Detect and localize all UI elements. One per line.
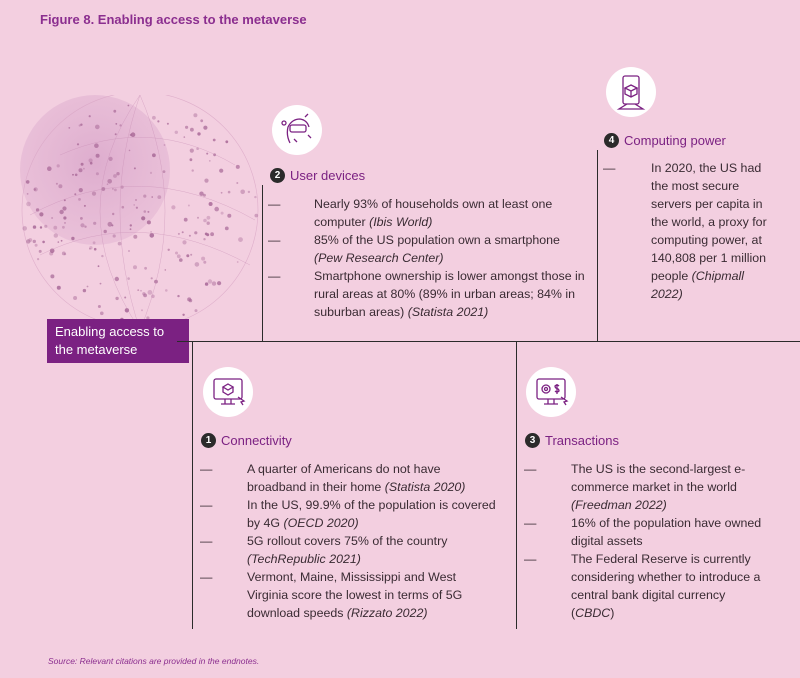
- section-number-badge: 4: [604, 133, 619, 148]
- globe-dot: [152, 153, 156, 157]
- globe-dot: [248, 191, 250, 193]
- globe-dot: [209, 160, 211, 162]
- globe-dot: [116, 172, 119, 175]
- item-text: Nearly 93% of households own at least one computer (Ibis World): [314, 197, 553, 229]
- globe-dot: [79, 168, 83, 172]
- item-text: 5G rollout covers 75% of the country (TechRepublic 2021): [247, 534, 448, 566]
- globe-dot: [203, 126, 207, 130]
- section-title: Transactions: [545, 433, 619, 448]
- bullet-dash: —: [268, 233, 281, 247]
- globe-dot: [107, 179, 112, 184]
- globe-dot: [205, 282, 208, 285]
- globe-dot: [96, 154, 100, 158]
- globe-dot: [199, 192, 203, 196]
- globe-dot: [54, 233, 58, 237]
- globe-dot: [58, 241, 60, 243]
- globe-dot: [141, 216, 145, 220]
- globe-dot: [133, 265, 137, 269]
- globe-dot: [133, 204, 135, 206]
- citation: (Statista 2020): [384, 480, 466, 494]
- globe-dot: [190, 149, 194, 153]
- globe-dot: [171, 205, 175, 209]
- globe-dot: [201, 257, 205, 261]
- settings-dollar-icon: [526, 367, 576, 417]
- globe-dot: [118, 242, 122, 246]
- globe-dot: [115, 133, 117, 135]
- globe-dot: [197, 132, 200, 135]
- hub-label: Enabling access to the metaverse: [47, 319, 189, 363]
- globe-dot: [62, 226, 65, 229]
- globe-dot: [81, 163, 84, 166]
- globe-dot: [129, 150, 131, 152]
- globe-dot: [113, 234, 116, 237]
- heading-connectivity: [201, 433, 292, 448]
- globe-dot: [213, 139, 216, 142]
- globe-dot: [112, 213, 114, 215]
- list-item: [524, 550, 764, 622]
- globe-dot: [44, 225, 47, 228]
- globe-dot: [128, 250, 130, 252]
- globe-dot: [112, 188, 114, 190]
- citation: (Rizzato 2022): [346, 606, 428, 620]
- globe-dot: [136, 207, 138, 209]
- globe-dot: [194, 231, 197, 234]
- section-title: Computing power: [624, 133, 726, 148]
- connector-computing-power: [597, 150, 598, 341]
- globe-dot: [227, 214, 231, 218]
- globe-dot: [94, 143, 99, 148]
- globe-dot: [131, 132, 136, 137]
- globe-dot: [50, 274, 54, 278]
- globe-dot: [238, 237, 243, 242]
- timeline-axis: [177, 341, 800, 342]
- globe-dot: [208, 279, 212, 283]
- bullet-dash: —: [524, 552, 537, 566]
- bullet-dash: —: [268, 269, 281, 283]
- globe-dot: [68, 127, 70, 129]
- globe-dot: [167, 123, 169, 125]
- globe-dot: [143, 195, 146, 198]
- bullet-dash: —: [524, 462, 537, 476]
- globe-dot: [144, 210, 147, 213]
- globe-dot: [98, 305, 101, 308]
- globe-dot: [168, 249, 170, 251]
- list-user-devices: [268, 195, 588, 321]
- globe-dot: [33, 225, 36, 228]
- source-note: Source: Relevant citations are provided in the endnotes.: [48, 656, 260, 666]
- globe-dot: [113, 174, 117, 178]
- globe-dot: [164, 144, 166, 146]
- globe-dot: [212, 281, 216, 285]
- citation: (Statista 2021): [407, 305, 489, 319]
- globe-dot: [236, 165, 240, 169]
- globe-dot: [83, 289, 86, 292]
- globe-dot: [26, 202, 31, 207]
- globe-dot: [40, 226, 42, 228]
- globe-dot: [89, 115, 91, 117]
- globe-dot: [177, 295, 179, 297]
- globe-dot: [228, 191, 231, 194]
- heading-computing-power: [604, 133, 726, 148]
- globe-dot: [219, 169, 223, 173]
- globe-dot: [147, 220, 151, 224]
- globe-dot: [197, 217, 199, 219]
- item-text: In the US, 99.9% of the population is covered by 4G (OECD 2020): [247, 498, 496, 530]
- globe-dot: [144, 267, 147, 270]
- item-text: Smartphone ownership is lower amongst those in rural areas at 80% (89% in urban areas; 84% in suburban areas) (Statista 2021): [314, 269, 585, 319]
- citation: (Ibis World): [369, 215, 433, 229]
- globe-dot: [152, 116, 156, 120]
- globe-dot: [186, 254, 189, 257]
- globe-dot: [143, 294, 147, 298]
- globe-dot: [151, 277, 153, 279]
- globe-dot: [178, 233, 180, 235]
- list-item: [268, 195, 588, 231]
- globe-dot: [92, 192, 96, 196]
- globe-dot: [27, 193, 29, 195]
- globe-dot: [214, 207, 219, 212]
- globe-dot: [221, 192, 223, 194]
- globe-dot: [96, 172, 99, 175]
- globe-dot: [240, 190, 245, 195]
- globe-dot: [254, 214, 258, 218]
- connector-user-devices: [262, 185, 263, 341]
- list-item: [268, 267, 588, 321]
- globe-illustration: [0, 95, 270, 335]
- list-item: [603, 159, 775, 303]
- network-monitor-icon: [203, 367, 253, 417]
- item-text: A quarter of Americans do not have broadband in their home (Statista 2020): [247, 462, 466, 494]
- globe-dot: [134, 167, 136, 169]
- globe-dot: [74, 193, 76, 195]
- globe-dot: [26, 180, 30, 184]
- globe-dot: [179, 258, 183, 262]
- globe-dot: [205, 233, 208, 236]
- globe-dot: [195, 262, 200, 267]
- section-number-badge: 1: [201, 433, 216, 448]
- globe-dot: [101, 255, 103, 257]
- globe-dot: [109, 157, 113, 161]
- globe-dot: [163, 170, 166, 173]
- globe-dot: [157, 195, 161, 199]
- globe-dot: [177, 254, 181, 258]
- item-text: 85% of the US population own a smartphone (Pew Research Center): [314, 233, 560, 265]
- globe-dot: [187, 297, 191, 301]
- globe-dot: [73, 296, 77, 300]
- globe-dot: [225, 140, 228, 143]
- globe-dot: [150, 172, 152, 174]
- globe-dot: [150, 231, 152, 233]
- globe-dot: [203, 219, 207, 223]
- globe-dot: [108, 222, 113, 227]
- globe-dot: [209, 202, 213, 206]
- citation: (Pew Research Center): [314, 251, 444, 265]
- globe-dot: [203, 261, 206, 264]
- citation: (TechRepublic 2021): [247, 552, 361, 566]
- globe-dot: [175, 252, 178, 255]
- list-item: [524, 460, 764, 514]
- item-text: Vermont, Maine, Mississippi and West Virginia score the lowest in terms of 5G download speeds (Rizzato 2022): [247, 570, 463, 620]
- globe-dot: [89, 158, 93, 162]
- globe-dot: [189, 235, 191, 237]
- globe-dot: [100, 283, 102, 285]
- globe-dot: [95, 125, 100, 130]
- globe-dot: [53, 226, 57, 230]
- globe-dot: [122, 206, 125, 209]
- list-item: [200, 460, 500, 496]
- globe-dot: [182, 240, 186, 244]
- globe-dot: [84, 205, 86, 207]
- globe-dot: [192, 169, 194, 171]
- connector-transactions: [516, 341, 517, 629]
- globe-dot: [35, 244, 38, 247]
- globe-dot: [185, 126, 188, 129]
- globe-dot: [39, 212, 43, 216]
- globe-dot: [59, 210, 63, 214]
- globe-dot: [80, 217, 83, 220]
- bullet-dash: —: [524, 516, 537, 530]
- globe-dot: [113, 110, 116, 113]
- globe-dot: [22, 226, 27, 231]
- globe-dot: [147, 211, 149, 213]
- globe-dot: [237, 261, 239, 263]
- globe-dot: [115, 123, 117, 125]
- globe-dot: [84, 226, 86, 228]
- connector-connectivity: [192, 341, 193, 629]
- globe-dot: [182, 314, 184, 316]
- bullet-dash: —: [200, 534, 213, 548]
- bullet-dash: —: [268, 197, 281, 211]
- item-text: 16% of the population have owned digital assets: [571, 516, 762, 548]
- list-item: [200, 568, 500, 622]
- globe-dot: [115, 277, 119, 281]
- globe-dot: [57, 286, 61, 290]
- globe-dot: [221, 212, 224, 215]
- bullet-dash: —: [200, 462, 213, 476]
- globe-dot: [140, 290, 142, 292]
- globe-dot: [190, 254, 192, 256]
- citation: (Chipmall 2022): [651, 269, 744, 301]
- globe-dot: [184, 136, 186, 138]
- item-text: In 2020, the US had the most secure servers per capita in the world, a proxy for computing power, at 140,808 per 1 million people (Chipmall 2022): [651, 161, 767, 301]
- globe-dot: [115, 297, 118, 300]
- globe-dot: [94, 248, 97, 251]
- list-transactions: [524, 460, 764, 622]
- globe-dot: [148, 290, 153, 295]
- globe-dot: [107, 183, 109, 185]
- globe-dot: [49, 252, 53, 256]
- globe-dot: [210, 232, 214, 236]
- globe-dot: [80, 223, 84, 227]
- globe-dot: [190, 158, 193, 161]
- globe-dot: [63, 216, 66, 219]
- citation: (Freedman 2022): [571, 498, 667, 512]
- globe-dot: [51, 217, 53, 219]
- list-item: [200, 532, 500, 568]
- globe-dot: [79, 124, 81, 126]
- globe-dot: [89, 246, 92, 249]
- globe-dot: [39, 250, 42, 253]
- list-item: [200, 496, 500, 532]
- globe-dot: [61, 240, 63, 242]
- globe-dot: [157, 120, 159, 122]
- globe-dot: [83, 168, 85, 170]
- globe-dot: [124, 297, 126, 299]
- globe-dot: [111, 224, 113, 226]
- globe-dot: [57, 164, 60, 167]
- globe-dot: [93, 222, 96, 225]
- globe-dot: [207, 222, 210, 225]
- list-item: [524, 514, 764, 550]
- globe-dot: [127, 277, 130, 280]
- globe-dot: [151, 196, 153, 198]
- globe-dot: [141, 309, 143, 311]
- globe-dot: [127, 105, 129, 107]
- figure-title: Figure 8. Enabling access to the metaverse: [40, 12, 307, 27]
- globe-dot: [33, 240, 36, 243]
- section-number-badge: 3: [525, 433, 540, 448]
- globe-dot: [137, 289, 139, 291]
- globe-dot: [28, 238, 32, 242]
- globe-dot: [37, 258, 39, 260]
- globe-dot: [207, 216, 211, 220]
- section-title: User devices: [290, 168, 366, 183]
- citation: CBDC: [575, 606, 611, 620]
- bullet-dash: —: [200, 498, 213, 512]
- globe-dot: [204, 179, 208, 183]
- item-text: The US is the second-largest e-commerce market in the world (Freedman 2022): [571, 462, 746, 512]
- vr-headset-icon: [272, 105, 322, 155]
- globe-dot: [193, 113, 197, 117]
- globe-dot: [64, 222, 66, 224]
- list-computing-power: [603, 159, 775, 303]
- globe-dot: [79, 188, 83, 192]
- globe-dot: [135, 199, 137, 201]
- globe-dot: [254, 196, 256, 198]
- heading-user-devices: [270, 168, 365, 183]
- globe-dot: [87, 286, 89, 288]
- globe-dot: [42, 241, 45, 244]
- globe-dot: [200, 119, 203, 122]
- heading-transactions: [525, 433, 619, 448]
- globe-dot: [165, 289, 168, 292]
- globe-dot: [71, 237, 74, 240]
- globe-dot: [236, 182, 238, 184]
- globe-dot: [56, 183, 58, 185]
- globe-dot: [98, 265, 100, 267]
- globe-dot: [100, 312, 104, 316]
- globe-dot: [175, 131, 178, 134]
- globe-dot: [114, 189, 117, 192]
- list-connectivity: [200, 460, 500, 622]
- globe-dot: [62, 206, 66, 210]
- globe-dot: [58, 184, 62, 188]
- phone-cube-icon: [606, 67, 656, 117]
- globe-dot: [75, 174, 78, 177]
- globe-dot: [78, 198, 81, 201]
- globe-dot: [225, 227, 229, 231]
- globe-dot: [203, 238, 205, 240]
- globe-dot: [190, 128, 194, 132]
- globe-dot: [165, 269, 167, 271]
- globe-dot: [130, 224, 132, 226]
- item-text: The Federal Reserve is currently considering whether to introduce a central bank digital currency (CBDC): [571, 552, 761, 620]
- globe-dot: [72, 174, 74, 176]
- globe-dot: [182, 231, 184, 233]
- globe-dot: [195, 309, 198, 312]
- globe-dot: [188, 205, 190, 207]
- globe-dot: [130, 228, 132, 230]
- globe-dot: [34, 188, 36, 190]
- globe-dot: [206, 153, 208, 155]
- globe-dot: [150, 233, 155, 238]
- list-item: [268, 231, 588, 267]
- globe-dot: [77, 143, 79, 145]
- globe-dot: [64, 253, 66, 255]
- bullet-dash: —: [200, 570, 213, 584]
- bullet-dash: —: [603, 161, 616, 175]
- citation: (OECD 2020): [283, 516, 359, 530]
- globe-dot: [104, 230, 107, 233]
- globe-dot: [93, 241, 96, 244]
- globe-dot: [47, 166, 52, 171]
- globe-dot: [133, 235, 137, 239]
- globe-dot: [217, 281, 221, 285]
- globe-dot: [184, 218, 188, 222]
- section-title: Connectivity: [221, 433, 292, 448]
- section-number-badge: 2: [270, 168, 285, 183]
